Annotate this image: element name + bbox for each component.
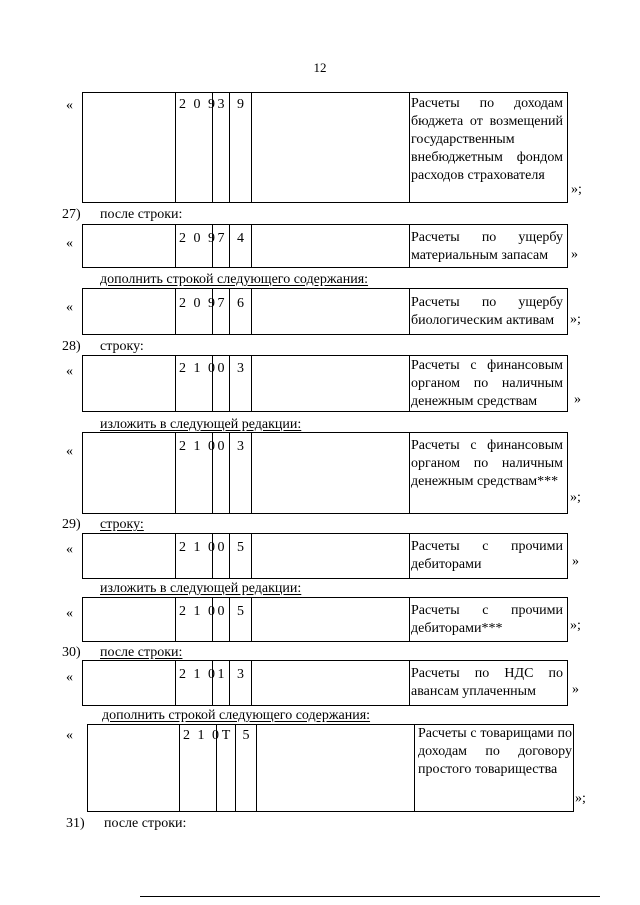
item-number: 29) xyxy=(62,517,81,532)
open-quote: « xyxy=(66,606,73,621)
row-code-cell: 3 xyxy=(237,361,244,376)
row-code: 2 1 0 xyxy=(179,540,217,555)
item-number: 27) xyxy=(62,207,81,222)
row-code-cell: 4 xyxy=(237,231,244,246)
instruction: 29) строку: xyxy=(62,517,144,532)
row-code-cell: 0 xyxy=(217,540,225,555)
close-quote: » xyxy=(571,247,578,262)
instruction: 27) после строки: xyxy=(62,207,183,222)
row-code-cell: 0 xyxy=(217,361,225,376)
row-code: 2 0 9 xyxy=(179,231,217,246)
table-row xyxy=(82,92,568,203)
row-code-cell: 5 xyxy=(242,728,250,743)
row-code-cell: 7 xyxy=(217,296,225,311)
instruction: изложить в следующей редакции: xyxy=(100,581,302,596)
page-number: 12 xyxy=(313,60,327,75)
row-code-cell: 0 xyxy=(217,439,225,454)
open-quote: « xyxy=(66,98,73,113)
row-code: 2 1 0 xyxy=(179,667,217,682)
item-number: 31) xyxy=(66,816,85,831)
row-code-cell: 3 xyxy=(237,439,244,454)
table-row xyxy=(82,432,568,514)
close-quote: » xyxy=(572,682,579,697)
close-quote: »; xyxy=(570,618,581,633)
close-quote: »; xyxy=(570,490,581,505)
open-quote: « xyxy=(66,444,73,459)
open-quote: « xyxy=(66,236,73,251)
item-number: 28) xyxy=(62,339,81,354)
close-quote: »; xyxy=(575,791,586,806)
item-number: 30) xyxy=(62,645,81,660)
row-description: Расчеты с прочими дебиторами*** xyxy=(411,603,563,636)
row-code: 2 0 9 xyxy=(179,97,217,112)
row-code-cell: 3 xyxy=(217,97,225,112)
open-quote: « xyxy=(66,670,73,685)
row-code-cell: Т xyxy=(221,728,231,743)
instruction: 30) после строки: xyxy=(62,645,183,660)
row-code-cell: 1 xyxy=(217,667,225,682)
row-description: Расчеты по ущербу материальным запасам xyxy=(411,230,563,263)
row-code: 2 0 9 xyxy=(179,296,217,311)
table-row xyxy=(82,224,568,268)
row-code: 2 1 0 xyxy=(179,604,217,619)
table-row xyxy=(82,597,568,642)
close-quote: »; xyxy=(571,182,582,197)
table-row xyxy=(87,724,574,812)
close-quote: » xyxy=(572,554,579,569)
table-row xyxy=(82,660,568,706)
instruction: 28) строку: xyxy=(62,339,144,354)
page-edge-line xyxy=(140,896,600,897)
open-quote: « xyxy=(66,300,73,315)
open-quote: « xyxy=(66,364,73,379)
row-code-cell: 3 xyxy=(237,667,244,682)
row-description: Расчеты по ущербу биологическим активам xyxy=(411,295,563,328)
row-code: 2 1 0 xyxy=(183,728,221,743)
row-code-cell: 5 xyxy=(237,540,244,555)
row-code: 2 1 0 xyxy=(179,361,217,376)
row-code-cell: 9 xyxy=(237,97,244,112)
row-description: Расчеты с прочими дебиторами xyxy=(411,539,563,572)
row-code: 2 1 0 xyxy=(179,439,217,454)
table-row xyxy=(82,288,568,335)
row-code-cell: 7 xyxy=(217,231,225,246)
instruction: 31) после строки: xyxy=(66,816,187,831)
row-description: Расчеты с финансовым органом по наличным денежным средствам xyxy=(411,358,563,409)
instruction: изложить в следующей редакции: xyxy=(100,417,302,432)
table-row xyxy=(82,533,568,579)
open-quote: « xyxy=(66,728,73,743)
row-description: Расчеты с товарищами по доходам по договору простого товарищества xyxy=(418,726,572,777)
row-description: Расчеты с финансовым органом по наличным денежным средствам*** xyxy=(411,438,563,489)
row-code-cell: 5 xyxy=(237,604,244,619)
row-code-cell: 0 xyxy=(217,604,225,619)
row-description: Расчеты по доходам бюджета от возмещений государственным внебюджетным фондом расходов страхователя xyxy=(411,96,563,183)
instruction: дополнить строкой следующего содержания: xyxy=(100,272,369,287)
row-code-cell: 6 xyxy=(237,296,244,311)
close-quote: »; xyxy=(570,312,581,327)
close-quote: » xyxy=(574,392,581,407)
row-description: Расчеты по НДС по авансам уплаченным xyxy=(411,666,563,699)
open-quote: « xyxy=(66,542,73,557)
table-row xyxy=(82,355,568,412)
instruction: дополнить строкой следующего содержания: xyxy=(102,708,371,723)
